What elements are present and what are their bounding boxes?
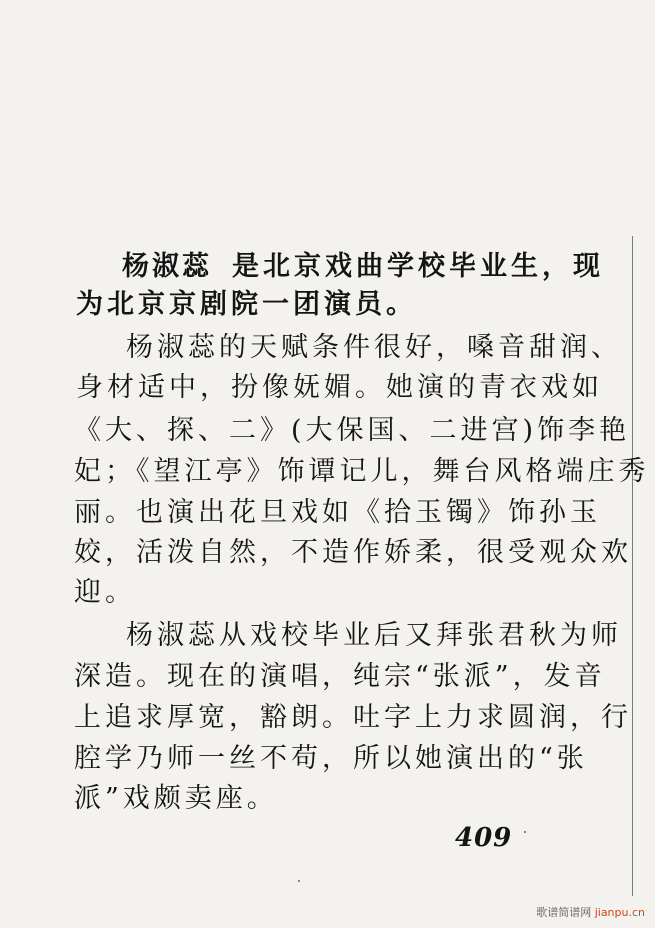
paragraph2-line6: 姣，活泼自然，不造作娇柔，很受观众欢 — [74, 537, 632, 568]
paragraph1-line1: 是北京戏曲学校毕业生，现 — [232, 251, 604, 282]
paragraph2-line3: 《大、探、二》(大保国、二进宫)饰李艳 — [74, 415, 631, 446]
site-watermark — [536, 904, 645, 920]
page-edge-line — [632, 236, 633, 896]
performer-name: 杨淑蕊 — [122, 251, 212, 282]
paragraph2-line7: 迎。 — [74, 577, 136, 608]
paragraph3-line3: 上追求厚宽，豁朗。吐字上力求圆润，行 — [74, 702, 632, 733]
paragraph3-line5: 派”戏颇卖座。 — [74, 783, 278, 814]
print-speck — [298, 880, 300, 882]
paragraph3-line1: 杨淑蕊从戏校毕业后又拜张君秋为师 — [126, 620, 622, 651]
watermark-url: jianpu.cn — [594, 906, 645, 919]
paragraph2-line1: 杨淑蕊的天赋条件很好，嗓音甜润、 — [126, 332, 622, 363]
print-speck — [524, 831, 526, 833]
paragraph1-line2: 为北京京剧院一团演员。 — [76, 289, 417, 320]
paragraph2-line5: 丽。也演出花旦戏如《拾玉镯》饰孙玉 — [74, 497, 601, 528]
page-number: 409 — [455, 823, 513, 853]
paragraph2-line4: 妃；《望江亭》饰谭记儿，舞台风格端庄秀 — [74, 456, 650, 487]
watermark-site-name: 歌谱简谱网 — [536, 906, 592, 919]
paragraph3-line4: 腔学乃师一丝不苟，所以她演出的“张 — [74, 743, 588, 774]
paragraph3-line2: 深造。现在的演唱，纯宗“张派”，发音 — [74, 661, 606, 692]
paragraph2-line2: 身材适中，扮像妩媚。她演的青衣戏如 — [76, 372, 603, 403]
